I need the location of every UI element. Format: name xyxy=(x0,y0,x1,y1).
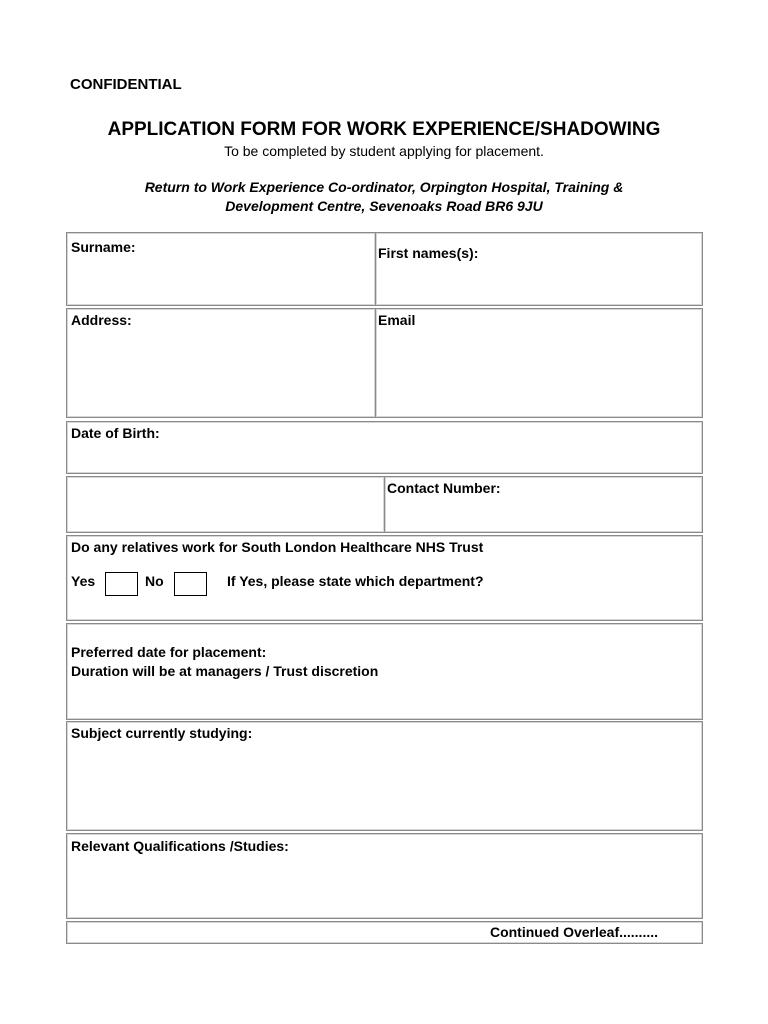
form-title: APPLICATION FORM FOR WORK EXPERIENCE/SHADOWING xyxy=(107,119,661,140)
qualifications-field[interactable] xyxy=(66,833,703,919)
blank-field[interactable] xyxy=(66,476,385,533)
duration-note: Duration will be at managers / Trust discretion xyxy=(71,663,379,679)
continued-row xyxy=(66,921,703,944)
address-field[interactable] xyxy=(66,308,376,418)
contact-number-label: Contact Number: xyxy=(387,480,501,496)
subject-field[interactable] xyxy=(66,721,703,831)
application-form xyxy=(66,232,703,944)
department-prompt: If Yes, please state which department? xyxy=(227,573,484,589)
no-checkbox[interactable] xyxy=(174,572,207,596)
surname-label: Surname: xyxy=(71,239,136,255)
date-of-birth-field[interactable] xyxy=(66,421,703,474)
relatives-field xyxy=(66,535,703,621)
form-subtitle: To be completed by student applying for placement. xyxy=(224,143,544,159)
no-label: No xyxy=(145,573,164,589)
relatives-question: Do any relatives work for South London Healthcare NHS Trust xyxy=(71,539,484,555)
subject-label: Subject currently studying: xyxy=(71,725,253,741)
first-names-field[interactable] xyxy=(375,232,703,306)
continued-overleaf-note: Continued Overleaf.......... xyxy=(489,924,658,940)
first-names-label: First names(s): xyxy=(378,245,479,261)
confidential-label: CONFIDENTIAL xyxy=(70,76,182,93)
email-field[interactable] xyxy=(375,308,703,418)
yes-label: Yes xyxy=(71,573,96,589)
return-address-line-2: Development Centre, Sevenoaks Road BR6 9JU xyxy=(225,198,543,214)
return-address xyxy=(110,178,658,216)
email-label: Email xyxy=(378,312,416,328)
preferred-date-label: Preferred date for placement: xyxy=(71,644,267,660)
yes-checkbox[interactable] xyxy=(105,572,138,596)
surname-field[interactable] xyxy=(66,232,376,306)
date-of-birth-label: Date of Birth: xyxy=(71,425,160,441)
address-label: Address: xyxy=(71,312,132,328)
return-address-line-1: Return to Work Experience Co-ordinator, Orpington Hospital, Training & xyxy=(144,179,624,195)
contact-number-field[interactable] xyxy=(384,476,703,533)
preferred-date-field[interactable] xyxy=(66,623,703,720)
qualifications-label: Relevant Qualifications /Studies: xyxy=(71,838,289,854)
